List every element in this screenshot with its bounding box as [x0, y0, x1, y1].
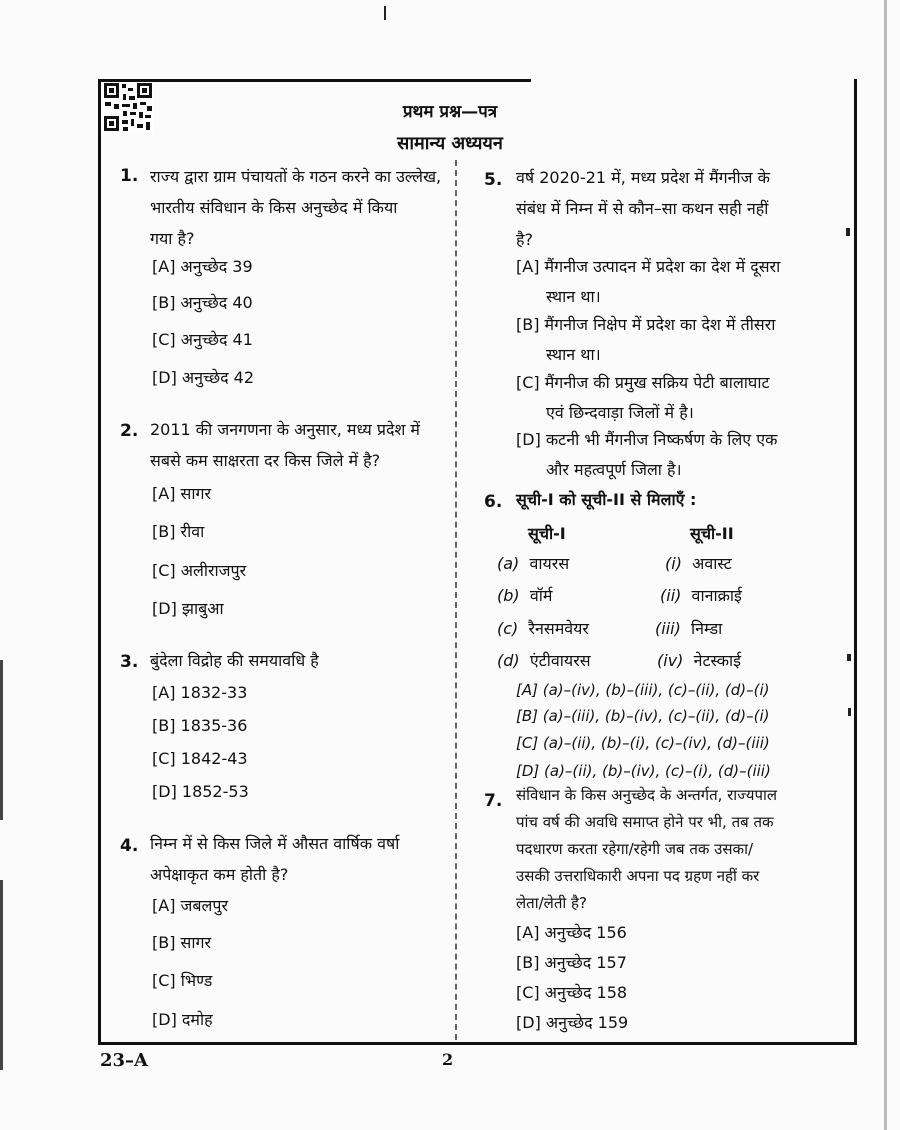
list-1-item: [497, 614, 589, 644]
option-a[interactable]: [A] (a)–(iv), (b)–(iii), (c)–(ii), (d)–(i): [516, 681, 770, 699]
item-marker: (iv): [657, 651, 684, 670]
question-number: 3.: [120, 652, 139, 672]
frame-border-bottom: [98, 1042, 857, 1045]
question-line: बुंदेला विद्रोह की समयावधि है: [150, 651, 319, 670]
item-text: वानाक्राई: [691, 586, 742, 605]
item-marker: (a): [497, 554, 520, 573]
option-line: [D] कटनी भी मैंगनीज निष्कर्षण के लिए एक: [516, 430, 778, 449]
item-marker: (d): [497, 651, 520, 670]
option-line: स्थान था।: [546, 287, 601, 306]
option-line: [C] मैंगनीज की प्रमुख सक्रिय पेटी बालाघाट: [516, 373, 770, 392]
paper-subject: सामान्य अध्ययन: [397, 133, 503, 154]
option-line: और महत्वपूर्ण जिला है।: [546, 460, 682, 479]
option-d[interactable]: [D] झाबुआ: [152, 599, 224, 618]
item-text: एंटीवायरस: [529, 651, 591, 670]
scan-speck: [848, 708, 851, 716]
option-b[interactable]: [B] रीवा: [152, 522, 205, 541]
question-line: वर्ष 2020-21 में, मध्य प्रदेश में मैंगनीज के: [516, 168, 770, 187]
paper-title: प्रथम प्रश्न—पत्र: [402, 102, 498, 122]
question-line: सबसे कम साक्षरता दर किस जिले में है?: [150, 451, 381, 470]
option-line: [B] मैंगनीज निक्षेप में प्रदेश का देश में तीसरा: [516, 315, 776, 334]
list-1-item: [497, 581, 552, 611]
item-marker: (b): [497, 586, 520, 605]
item-text: नेटस्काई: [693, 651, 742, 670]
question-line: सूची-I को सूची-II से मिलाएँ :: [516, 490, 697, 509]
question-number: 4.: [120, 836, 139, 856]
list-2-item: [660, 581, 742, 611]
list-2-item: [665, 549, 732, 579]
scan-edge-mark: [0, 880, 3, 1070]
question-line: लेता/लेती है?: [516, 894, 587, 912]
question-7-text: [516, 782, 777, 917]
item-text: निम्डा: [691, 619, 723, 638]
scan-speck: [846, 228, 850, 236]
question-line: 2011 की जनगणना के अनुसार, मध्य प्रदेश में: [150, 420, 420, 439]
option-d[interactable]: [D] (a)–(ii), (b)–(iv), (c)–(i), (d)–(iii): [516, 762, 771, 780]
scan-edge-mark: [0, 660, 3, 820]
option-c[interactable]: [C] भिण्ड: [152, 971, 213, 990]
option-b[interactable]: [B] सागर: [152, 933, 212, 952]
question-line: पांच वर्ष की अवधि समाप्त होने पर भी, तब तक: [516, 813, 774, 831]
scan-speck: [384, 6, 386, 20]
question-line: अपेक्षाकृत कम होती है?: [150, 865, 289, 884]
option-line: एवं छिन्दवाड़ा जिलों में है।: [546, 403, 694, 422]
option-line: स्थान था।: [546, 345, 601, 364]
question-line: पदधारण करता रहेगा/रहेगी जब तक उसका/: [516, 840, 754, 858]
column-divider: [455, 160, 457, 1040]
option-d[interactable]: [D] दमोह: [152, 1010, 213, 1029]
option-a[interactable]: [A] अनुच्छेद 39: [152, 257, 253, 276]
list-1-header: सूची-I: [528, 524, 566, 543]
item-marker: (c): [497, 619, 519, 638]
option-c[interactable]: [C] अलीराजपुर: [152, 561, 247, 580]
question-line: राज्य द्वारा ग्राम पंचायतों के गठन करने का उल्लेख,: [150, 167, 442, 186]
question-5-text: [516, 162, 770, 255]
question-6-text: [516, 484, 696, 515]
option-a[interactable]: [A] सागर: [152, 484, 212, 503]
question-line: संविधान के किस अनुच्छेद के अन्तर्गत, राज्यपाल: [516, 786, 778, 804]
option-c[interactable]: [C] (a)–(ii), (b)–(i), (c)–(iv), (d)–(iii): [516, 734, 770, 752]
question-3-text: [150, 645, 319, 676]
option-b[interactable]: [B] अनुच्छेद 157: [516, 953, 627, 972]
option-d[interactable]: [516, 425, 777, 485]
option-d[interactable]: [D] 1852-53: [152, 782, 249, 801]
list-1-item: [497, 646, 591, 676]
question-number: 6.: [484, 492, 503, 512]
question-line: है?: [516, 230, 533, 249]
option-a[interactable]: [516, 252, 780, 312]
question-line: संबंध में निम्न में से कौन–सा कथन सही नहीं: [516, 199, 769, 218]
option-c[interactable]: [C] अनुच्छेद 158: [516, 983, 628, 1002]
item-text: वायरस: [529, 554, 570, 573]
item-marker: (iii): [655, 619, 681, 638]
question-4-text: [150, 828, 399, 890]
frame-border-top: [99, 79, 531, 82]
option-a[interactable]: [A] जबलपुर: [152, 896, 229, 915]
option-c[interactable]: [C] 1842-43: [152, 749, 248, 768]
option-c[interactable]: [516, 368, 770, 428]
item-text: अवास्ट: [692, 554, 732, 573]
frame-border-right: [854, 79, 857, 1044]
question-line: निम्न में से किस जिले में औसत वार्षिक वर्षा: [150, 834, 400, 853]
page-number: 2: [442, 1050, 454, 1069]
question-line: उसकी उत्तराधिकारी अपना पद ग्रहण नहीं कर: [516, 867, 760, 885]
option-b[interactable]: [516, 310, 775, 370]
question-line: गया है?: [150, 229, 195, 248]
option-c[interactable]: [C] अनुच्छेद 41: [152, 330, 253, 349]
item-text: रैनसमवेयर: [528, 619, 589, 638]
item-marker: (i): [665, 554, 682, 573]
item-marker: (ii): [660, 586, 682, 605]
list-2-item: [657, 646, 741, 676]
question-number: 7.: [484, 791, 503, 811]
scan-edge-shadow: [884, 0, 887, 1130]
question-number: 2.: [120, 421, 139, 441]
item-text: वॉर्म: [529, 586, 553, 605]
booklet-code: 23–A: [100, 1050, 149, 1071]
option-b[interactable]: [B] (a)–(iii), (b)–(iv), (c)–(ii), (d)–(i): [516, 707, 770, 725]
option-d[interactable]: [D] अनुच्छेद 42: [152, 368, 255, 387]
question-number: 5.: [484, 170, 503, 190]
option-b[interactable]: [B] 1835-36: [152, 716, 248, 735]
option-a[interactable]: [A] अनुच्छेद 156: [516, 923, 627, 942]
question-number: 1.: [120, 166, 139, 186]
list-2-header: सूची-II: [690, 524, 734, 543]
frame-border-left: [98, 79, 101, 1044]
question-1-text: [150, 161, 441, 254]
list-1-item: [497, 549, 569, 579]
list-2-item: [655, 614, 722, 644]
question-line: भारतीय संविधान के किस अनुच्छेद में किया: [150, 198, 398, 217]
option-a[interactable]: [A] 1832-33: [152, 683, 248, 702]
option-line: [A] मैंगनीज उत्पादन में प्रदेश का देश में दूसरा: [516, 257, 781, 276]
question-2-text: [150, 414, 420, 476]
option-b[interactable]: [B] अनुच्छेद 40: [152, 293, 253, 312]
scan-speck: [847, 654, 851, 661]
option-d[interactable]: [D] अनुच्छेद 159: [516, 1013, 629, 1032]
